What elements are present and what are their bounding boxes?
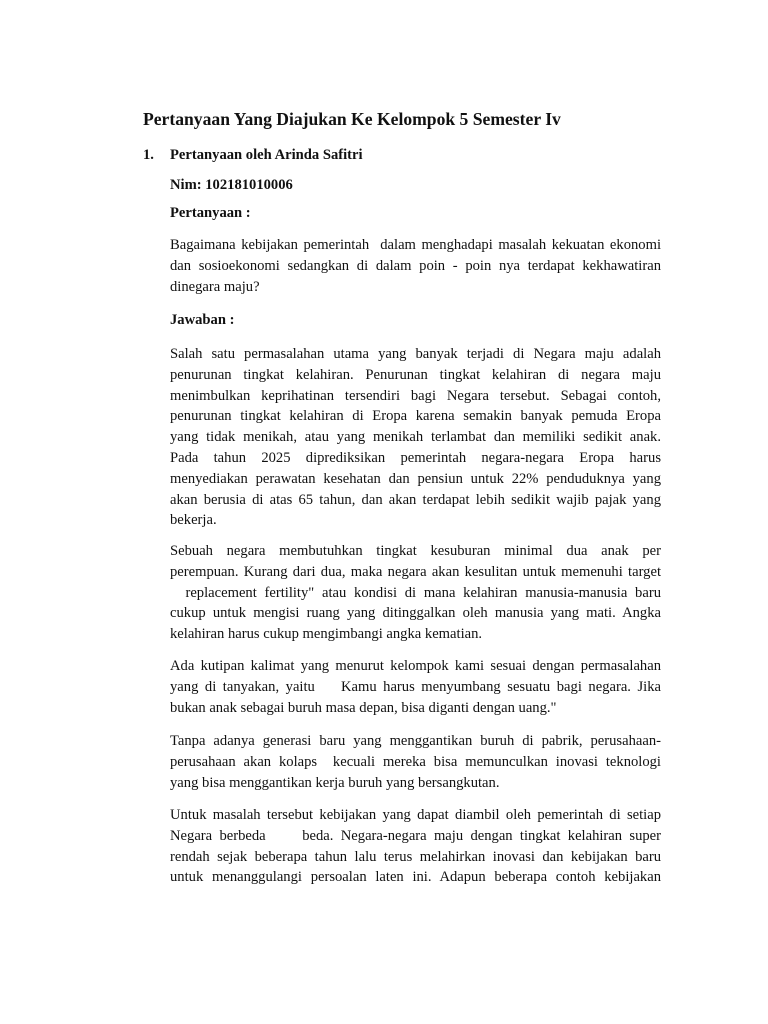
text-line: replacement fertility" atau kondisi di mana kelahiran manusia-manusia baru: [170, 584, 661, 601]
text-line: Bagaimana kebijakan pemerintah dalam menghadapi masalah kekuatan ekonomi: [170, 237, 661, 253]
question-text: [170, 235, 661, 297]
text-line: penurunan tingkat kelahiran di Eropa karena semakin banyak pemuda Eropa: [170, 408, 661, 425]
text-line: dan sosioekonomi sedangkan di dalam poin - poin nya terdapat kekhawatiran: [170, 257, 661, 274]
text-line: Pada tahun 2025 diprediksikan pemerintah negara-negara Eropa harus: [170, 449, 661, 466]
text-line: kelahiran harus cukup mengimbangi angka kematian.: [170, 626, 483, 643]
answer-paragraph-2: [170, 541, 661, 645]
text-line: perusahaan akan kolaps kecuali mereka bisa memunculkan inovasi teknologi: [170, 753, 661, 770]
text-line: Tanpa adanya generasi baru yang menggantikan buruh di pabrik, perusahaan-: [170, 733, 661, 749]
text-line: Sebuah negara membutuhkan tingkat kesuburan minimal dua anak per: [170, 543, 661, 559]
answer-label: Jawaban :: [170, 312, 235, 328]
answer-paragraph-3: [170, 656, 661, 718]
answer-paragraph-5: [170, 805, 661, 888]
asker-line: Pertanyaan oleh Arinda Safitri: [170, 147, 363, 163]
answer-paragraph-4: [170, 731, 661, 793]
text-line: menimbulkan keprihatinan tersendiri bagi Negara tersebut. Sebagai contoh,: [170, 387, 661, 404]
question-label: Pertanyaan :: [170, 205, 251, 221]
text-line: cukup untuk mengisi ruang yang ditinggalkan oleh manusia yang mati. Angka: [170, 605, 661, 622]
text-line: Untuk masalah tersebut kebijakan yang dapat diambil oleh pemerintah di setiap: [170, 807, 661, 823]
text-line: yang bisa menggantikan kerja buruh yang bersangkutan.: [170, 774, 500, 791]
text-line: bekerja.: [170, 512, 217, 529]
text-line: rendah sejak beberapa tahun lalu terus melahirkan inovasi dan kebijakan baru: [170, 848, 661, 865]
text-line: yang tidak menikah, atau yang menikah terlambat dan memiliki sedikit anak.: [170, 429, 661, 446]
text-line: penurunan tingkat kelahiran. Penurunan tingkat kelahiran di negara maju: [170, 366, 661, 383]
document-title: Pertanyaan Yang Diajukan Ke Kelompok 5 Semester Iv: [143, 109, 561, 129]
item-number: 1.: [143, 147, 154, 163]
text-line: dinegara maju?: [170, 278, 260, 295]
text-line: akan berusia di atas 65 tahun, dan akan terdapat lebih sedikit wajib pajak yang: [170, 491, 661, 508]
answer-paragraph-1: [170, 344, 661, 531]
text-line: bukan anak sebagai buruh masa depan, bisa diganti dengan uang.": [170, 699, 557, 716]
text-line: perempuan. Kurang dari dua, maka negara akan kesulitan untuk memenuhi target: [170, 563, 661, 580]
nim-line: Nim: 102181010006: [170, 177, 293, 193]
text-line: untuk menanggulangi persoalan laten ini. Adapun beberapa contoh kebijakan: [170, 869, 661, 886]
text-line: Ada kutipan kalimat yang menurut kelompok kami sesuai dengan permasalahan: [170, 658, 661, 674]
text-line: yang di tanyakan, yaitu Kamu harus menyumbang sesuatu bagi negara. Jika: [170, 678, 661, 695]
text-line: Negara berbeda beda. Negara-negara maju dengan tingkat kelahiran super: [170, 827, 661, 844]
text-line: menyediakan perawatan kesehatan dan pensiun untuk 22% penduduknya yang: [170, 470, 661, 487]
text-line: Salah satu permasalahan utama yang banyak terjadi di Negara maju adalah: [170, 346, 661, 362]
